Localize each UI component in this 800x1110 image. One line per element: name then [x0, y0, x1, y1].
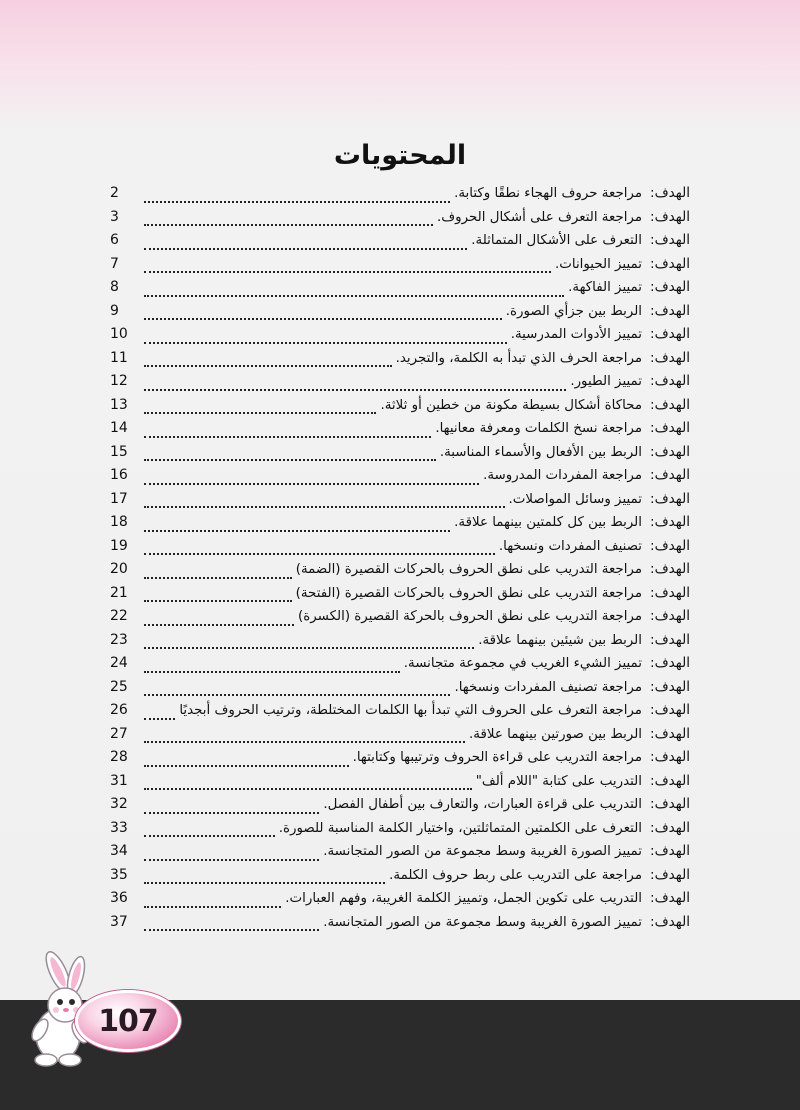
toc-row-text: تمييز الأدوات المدرسية.	[510, 327, 642, 342]
table-of-contents	[110, 183, 690, 935]
toc-row-label: الهدف:	[650, 490, 690, 507]
toc-row-leader	[144, 234, 467, 250]
toc-row-label: الهدف:	[650, 772, 690, 789]
toc-row	[110, 912, 690, 936]
toc-row-leader	[144, 680, 450, 696]
toc-row-label: الهدف:	[650, 255, 690, 272]
toc-row-label: الهدف:	[650, 890, 690, 906]
toc-row-leader	[144, 210, 433, 226]
toc-row-text: تمييز الصورة الغريبة وسط مجموعة من الصور المتجانسة.	[323, 914, 642, 930]
toc-row	[110, 724, 690, 748]
toc-row	[110, 771, 690, 795]
toc-row-label: الهدف:	[650, 678, 690, 695]
toc-row-text: الربط بين شيئين بينهما علاقة.	[478, 632, 642, 648]
toc-row-label: الهدف:	[650, 396, 690, 413]
toc-row-page: 36	[110, 890, 128, 906]
toc-row-page: 25	[110, 678, 128, 695]
toc-row	[110, 324, 690, 348]
toc-row-text: مراجعة التدريب على نطق الحروف بالحركات القصيرة (الضمة)	[295, 562, 642, 577]
toc-row-page: 37	[110, 913, 128, 930]
toc-row	[110, 512, 690, 536]
toc-row-leader	[144, 774, 472, 790]
toc-row	[110, 183, 690, 207]
toc-row	[110, 865, 690, 889]
toc-row-text: مراجعة التعرف على أشكال الحروف.	[437, 209, 642, 225]
toc-row-label: الهدف:	[650, 373, 690, 389]
toc-row-page: 33	[110, 819, 128, 836]
toc-row-leader	[144, 304, 502, 320]
toc-row-text: التدريب على تكوين الجمل، وتمييز الكلمة الغريبة، وفهم العبارات.	[285, 891, 642, 906]
toc-row-leader	[144, 351, 392, 367]
toc-row-text: التعرف على الأشكال المتماثلة.	[471, 233, 642, 248]
toc-row-page: 23	[110, 631, 128, 648]
toc-row-leader	[144, 563, 292, 579]
toc-row-page: 20	[110, 561, 128, 577]
toc-row	[110, 230, 690, 254]
toc-row	[110, 277, 690, 301]
toc-row-label: الهدف:	[650, 279, 690, 295]
toc-row-page: 14	[110, 420, 128, 436]
toc-row-text: الربط بين جزأي الصورة.	[505, 303, 642, 319]
toc-row-label: الهدف:	[650, 208, 690, 225]
toc-row-label: الهدف:	[650, 819, 690, 836]
toc-row-page: 12	[110, 373, 128, 389]
toc-row-leader	[144, 915, 319, 931]
toc-row-text: مراجعة التدريب على نطق الحروف بالحركة القصيرة (الكسرة)	[298, 609, 642, 624]
toc-row-page: 31	[110, 772, 128, 789]
toc-row	[110, 395, 690, 419]
toc-row	[110, 559, 690, 583]
toc-row-label: الهدف:	[650, 655, 690, 671]
toc-row-text: مراجعة حروف الهجاء نطقًا وكتابة.	[454, 186, 642, 201]
toc-row-page: 17	[110, 490, 128, 507]
toc-row-label: الهدف:	[650, 631, 690, 648]
toc-row-label: الهدف:	[650, 514, 690, 530]
toc-row-text: التعرف على الكلمتين المتماثلتين، واختيار الكلمة المناسبة للصورة.	[278, 820, 642, 836]
toc-row-page: 3	[110, 208, 119, 225]
toc-row-text: الربط بين الأفعال والأسماء المناسبة.	[439, 444, 642, 460]
toc-row-label: الهدف:	[650, 537, 690, 554]
toc-row-leader	[144, 469, 479, 485]
toc-row-leader	[144, 539, 495, 555]
toc-row-leader	[144, 633, 474, 649]
toc-row-page: 9	[110, 302, 119, 319]
toc-row	[110, 254, 690, 278]
toc-row-text: مراجعة المفردات المدروسة.	[483, 468, 642, 483]
toc-row-label: الهدف:	[650, 185, 690, 201]
toc-row-leader	[144, 704, 175, 720]
toc-row-leader	[144, 821, 275, 837]
toc-row-text: مراجعة تصنيف المفردات ونسخها.	[454, 679, 642, 695]
toc-row	[110, 207, 690, 231]
toc-row-leader	[144, 610, 294, 626]
toc-row	[110, 606, 690, 630]
toc-row-label: الهدف:	[650, 725, 690, 742]
toc-row-label: الهدف:	[650, 443, 690, 460]
toc-row-page: 21	[110, 584, 128, 601]
toc-row-page: 7	[110, 255, 119, 272]
toc-row	[110, 888, 690, 912]
toc-row-leader	[144, 281, 564, 297]
toc-row-text: تمييز الطيور.	[570, 374, 642, 389]
toc-row-page: 6	[110, 232, 119, 248]
toc-row-label: الهدف:	[650, 302, 690, 319]
toc-row-text: تمييز الفاكهة.	[568, 280, 642, 295]
toc-row-text: مراجعة نسخ الكلمات ومعرفة معانيها.	[435, 421, 642, 436]
toc-row-page: 35	[110, 866, 128, 883]
toc-row-label: الهدف:	[650, 866, 690, 883]
toc-row-leader	[144, 328, 507, 344]
toc-row-text: الربط بين كل كلمتين بينهما علاقة.	[454, 515, 642, 530]
toc-row-page: 15	[110, 443, 128, 460]
toc-row-leader	[144, 445, 436, 461]
toc-row-text: مراجعة الحرف الذي تبدأ به الكلمة، والتجريد.	[395, 350, 642, 366]
toc-row-text: مراجعة على التدريب على ربط حروف الكلمة.	[389, 867, 642, 883]
toc-row-page: 28	[110, 749, 128, 765]
toc-row-text: تمييز الحيوانات.	[555, 256, 642, 272]
toc-row-page: 32	[110, 796, 128, 812]
toc-row-leader	[144, 398, 376, 414]
toc-row-leader	[144, 422, 431, 438]
toc-row-page: 18	[110, 514, 128, 530]
toc-row-label: الهدف:	[650, 326, 690, 342]
toc-row-text: التدريب على قراءة العبارات، والتعارف بين أطفال الفصل.	[323, 797, 642, 812]
toc-row-leader	[144, 257, 551, 273]
toc-row-label: الهدف:	[650, 702, 690, 718]
toc-row-label: الهدف:	[650, 584, 690, 601]
toc-row-label: الهدف:	[650, 913, 690, 930]
toc-row-label: الهدف:	[650, 749, 690, 765]
toc-row-leader	[144, 727, 465, 743]
toc-row-page: 11	[110, 349, 128, 366]
toc-row-text: محاكاة أشكال بسيطة مكونة من خطين أو ثلاثة.	[380, 397, 642, 413]
toc-row-label: الهدف:	[650, 843, 690, 859]
toc-row-page: 34	[110, 843, 128, 859]
toc-row-text: تصنيف المفردات ونسخها.	[498, 538, 642, 554]
toc-row-page: 27	[110, 725, 128, 742]
toc-row	[110, 536, 690, 560]
toc-row-label: الهدف:	[650, 420, 690, 436]
toc-row-page: 22	[110, 608, 128, 624]
page-number-badge	[75, 990, 181, 1052]
toc-row-text: مراجعة التعرف على الحروف التي تبدأ بها الكلمات المختلطة، وترتيب الحروف أبجديًا	[179, 703, 642, 718]
toc-row	[110, 700, 690, 724]
toc-row-page: 19	[110, 537, 128, 554]
toc-row-text: التدريب على كتابة "اللام ألف"	[475, 773, 642, 789]
toc-row-page: 26	[110, 702, 128, 718]
toc-row	[110, 653, 690, 677]
toc-row-text: مراجعة التدريب على قراءة الحروف وترتيبها وكتابتها.	[352, 750, 642, 765]
toc-row-page: 13	[110, 396, 128, 413]
toc-row-label: الهدف:	[650, 349, 690, 366]
toc-row	[110, 583, 690, 607]
toc-row-label: الهدف:	[650, 467, 690, 483]
page-title: المحتويات	[333, 140, 467, 171]
toc-row-text: تمييز الشيء الغريب في مجموعة متجانسة.	[403, 656, 642, 671]
toc-row-leader	[144, 516, 450, 532]
toc-row	[110, 747, 690, 771]
toc-row	[110, 418, 690, 442]
toc-row-leader	[144, 845, 319, 861]
page-number: 107	[98, 1003, 158, 1039]
toc-row	[110, 465, 690, 489]
toc-row	[110, 677, 690, 701]
toc-row-leader	[144, 492, 505, 508]
toc-row	[110, 348, 690, 372]
toc-row-leader	[144, 868, 385, 884]
toc-row-label: الهدف:	[650, 232, 690, 248]
toc-row	[110, 630, 690, 654]
toc-row-text: تمييز الصورة الغريبة وسط مجموعة من الصور المتجانسة.	[323, 844, 642, 859]
toc-row	[110, 301, 690, 325]
toc-row-page: 24	[110, 655, 128, 671]
toc-row-leader	[144, 586, 292, 602]
toc-row-page: 16	[110, 467, 128, 483]
toc-row-page: 10	[110, 326, 128, 342]
toc-row-leader	[144, 187, 450, 203]
toc-row-text: الربط بين صورتين بينهما علاقة.	[469, 726, 642, 742]
toc-row	[110, 841, 690, 865]
toc-row-label: الهدف:	[650, 796, 690, 812]
toc-row	[110, 489, 690, 513]
toc-row-leader	[144, 375, 566, 391]
toc-row-text: تمييز وسائل المواصلات.	[508, 491, 642, 507]
toc-row-leader	[144, 751, 349, 767]
toc-row-page: 2	[110, 185, 119, 201]
toc-row-page: 8	[110, 279, 119, 295]
toc-row	[110, 442, 690, 466]
toc-row	[110, 818, 690, 842]
toc-row-text: مراجعة التدريب على نطق الحروف بالحركات القصيرة (الفتحة)	[295, 585, 642, 601]
toc-row-label: الهدف:	[650, 608, 690, 624]
toc-row-leader	[144, 798, 319, 814]
toc-row-leader	[144, 657, 400, 673]
toc-row-leader	[144, 892, 281, 908]
toc-row	[110, 794, 690, 818]
toc-row	[110, 371, 690, 395]
toc-row-label: الهدف:	[650, 561, 690, 577]
